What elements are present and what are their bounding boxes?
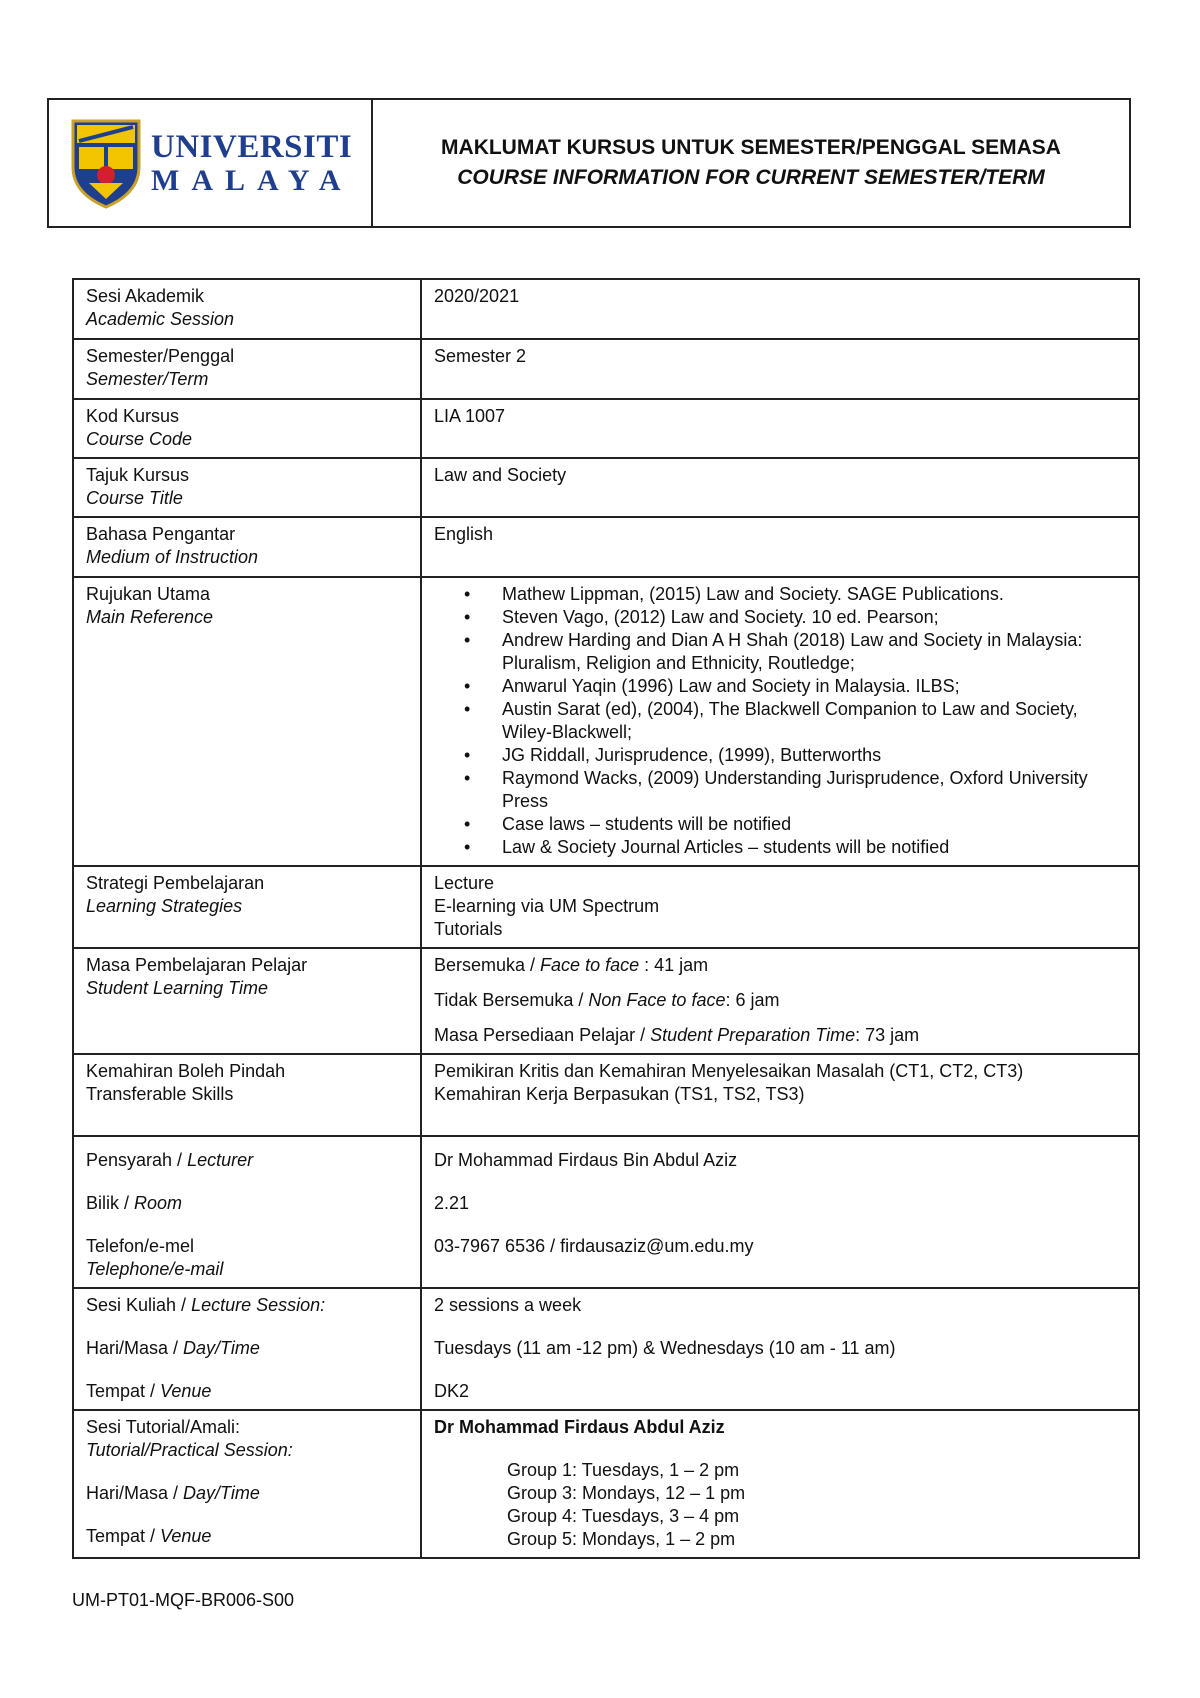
document-header (47, 98, 1131, 228)
skill-item: Pemikiran Kritis dan Kemahiran Menyelesaikan Masalah (CT1, CT2, CT3) (434, 1061, 1024, 1081)
skill-item: Kemahiran Kerja Berpasukan (TS1, TS2, TS3) (434, 1084, 805, 1104)
label-venue: Tempat / Venue (86, 1381, 212, 1401)
label-tutorial-en: Tutorial/Practical Session: (86, 1440, 293, 1460)
row-medium (73, 517, 1139, 577)
value-medium: English (434, 524, 494, 544)
label-en: Learning Strategies (86, 896, 243, 916)
row-course-title (73, 458, 1139, 517)
label-ms: Tajuk Kursus (86, 465, 190, 485)
row-academic-session (73, 279, 1139, 339)
label-tutorial-ms: Sesi Tutorial/Amali: (86, 1417, 241, 1437)
label-venue: Tempat / Venue (86, 1526, 212, 1546)
label-en: Medium of Instruction (86, 547, 259, 567)
row-student-learning-time (73, 948, 1139, 1054)
title-english: COURSE INFORMATION FOR CURRENT SEMESTER/TERM (457, 166, 1045, 189)
row-transferable-skills (73, 1054, 1139, 1136)
label-ms: Bahasa Pengantar (86, 524, 236, 544)
label-ms: Rujukan Utama (86, 584, 211, 604)
row-learning-strategies (73, 866, 1139, 948)
slt-non-face-to-face: Tidak Bersemuka / Non Face to face: 6 jam (434, 990, 780, 1010)
list-item: • Anwarul Yaqin (1996) Law and Society in Malaysia. ILBS; (502, 675, 1126, 698)
label-day-time: Hari/Masa / Day/Time (86, 1483, 260, 1503)
label-ms: Strategi Pembelajaran (86, 873, 265, 893)
label-en: Course Code (86, 429, 193, 449)
label-en: Main Reference (86, 607, 214, 627)
list-item: • Case laws – students will be notified (502, 813, 1126, 836)
slt-face-to-face: Bersemuka / Face to face : 41 jam (434, 955, 709, 975)
tutorial-group: Group 3: Mondays, 12 – 1 pm (507, 1483, 746, 1503)
value-academic-session: 2020/2021 (434, 286, 520, 306)
label-lecture-session: Sesi Kuliah / Lecture Session: (86, 1295, 326, 1315)
document-code: UM-PT01-MQF-BR006-S00 (72, 1590, 295, 1610)
course-info-table (72, 278, 1140, 1559)
label-ms: Kemahiran Boleh Pindah (86, 1061, 286, 1081)
list-item: • Andrew Harding and Dian A H Shah (2018) Law and Society in Malaysia: Pluralism, Religion and Ethnicity, Routledge; (502, 629, 1126, 675)
strategy-item: E-learning via UM Spectrum (434, 896, 660, 916)
logo-word-universiti: UNIVERSITI (151, 128, 353, 165)
list-item: • JG Riddall, Jurisprudence, (1999), Butterworths (502, 744, 1126, 767)
value-semester: Semester 2 (434, 346, 527, 366)
crest-icon (69, 117, 143, 209)
slt-preparation: Masa Persediaan Pelajar / Student Preparation Time: 73 jam (434, 1025, 920, 1045)
label-ms: Kod Kursus (86, 406, 180, 426)
row-course-code (73, 399, 1139, 458)
list-item: • Raymond Wacks, (2009) Understanding Jurisprudence, Oxford University Press (502, 767, 1126, 813)
tutorial-group: Group 5: Mondays, 1 – 2 pm (507, 1529, 736, 1549)
label-ms: Semester/Penggal (86, 346, 235, 366)
label-ms: Sesi Akademik (86, 286, 205, 306)
value-course-title: Law and Society (434, 465, 567, 485)
row-main-reference (73, 577, 1139, 866)
list-item: • Steven Vago, (2012) Law and Society. 10 ed. Pearson; (502, 606, 1126, 629)
lecturer-name: Dr Mohammad Firdaus Bin Abdul Aziz (434, 1150, 738, 1170)
tutor-name: Dr Mohammad Firdaus Abdul Aziz (434, 1417, 725, 1437)
label-phone-en: Telephone/e-mail (86, 1259, 224, 1279)
label-ms: Masa Pembelajaran Pelajar (86, 955, 308, 975)
room-number: 2.21 (434, 1193, 470, 1213)
label-lecturer: Pensyarah / Lecturer (86, 1150, 254, 1170)
label-room: Bilik / Room (86, 1193, 183, 1213)
list-item: • Mathew Lippman, (2015) Law and Society. SAGE Publications. (502, 583, 1126, 606)
row-lecture-session (73, 1288, 1139, 1410)
label-day-time: Hari/Masa / Day/Time (86, 1338, 260, 1358)
lecture-day-time: Tuesdays (11 am -12 pm) & Wednesdays (10 am - 11 am) (434, 1338, 896, 1358)
logo-word-malaya: MALAYA (151, 163, 353, 197)
label-en: Transferable Skills (86, 1084, 234, 1104)
tutorial-group: Group 1: Tuesdays, 1 – 2 pm (507, 1460, 740, 1480)
contact-info: 03-7967 6536 / firdausaziz@um.edu.my (434, 1236, 754, 1256)
list-item: • Austin Sarat (ed), (2004), The Blackwell Companion to Law and Society, Wiley-Blackwell; (502, 698, 1126, 744)
strategy-item: Lecture (434, 873, 495, 893)
value-course-code: LIA 1007 (434, 406, 506, 426)
lecture-venue: DK2 (434, 1381, 470, 1401)
label-en: Academic Session (86, 309, 235, 329)
university-logo (49, 100, 373, 226)
label-en: Semester/Term (86, 369, 209, 389)
reference-list (434, 583, 1126, 859)
title-malay: MAKLUMAT KURSUS UNTUK SEMESTER/PENGGAL SEMASA (441, 136, 1061, 159)
label-en: Course Title (86, 488, 183, 508)
label-en: Student Learning Time (86, 978, 268, 998)
row-semester (73, 339, 1139, 399)
lecture-sessions: 2 sessions a week (434, 1295, 582, 1315)
row-lecturer (73, 1136, 1139, 1288)
label-phone-ms: Telefon/e-mel (86, 1236, 195, 1256)
row-tutorial-session (73, 1410, 1139, 1558)
strategy-item: Tutorials (434, 919, 503, 939)
tutorial-group: Group 4: Tuesdays, 3 – 4 pm (507, 1506, 740, 1526)
list-item: • Law & Society Journal Articles – students will be notified (502, 836, 1126, 859)
